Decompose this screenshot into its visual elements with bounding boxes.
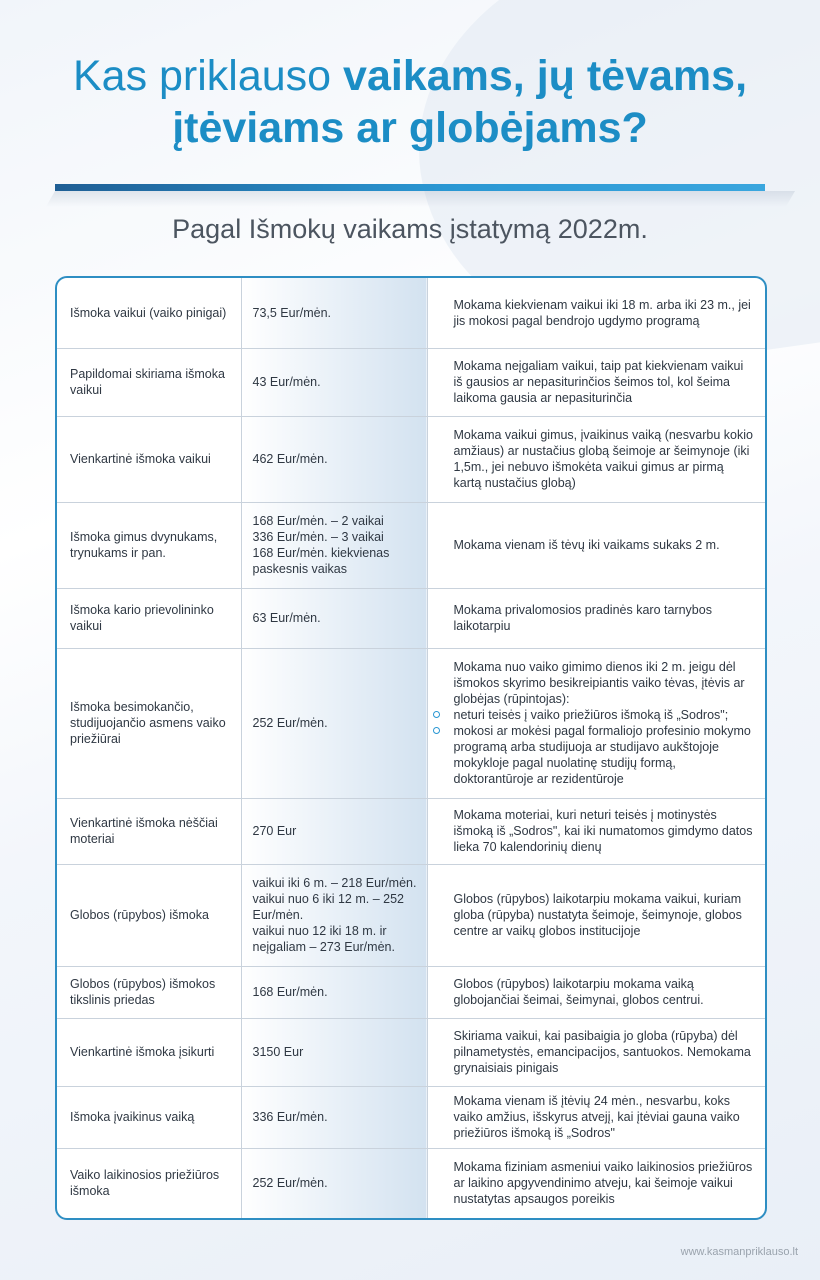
benefit-description: Mokama fiziniam asmeniui vaiko laikinosios priežiūros ar laikino apgyvendinimo atveju, kai šeimoje vaikui nustatytas apsaugos poreikis xyxy=(453,1160,753,1207)
table-row xyxy=(57,648,765,798)
amount-line: vaikui nuo 12 iki 18 m. ir neįgaliam – 273 Eur/mėn. xyxy=(252,924,395,954)
table-row xyxy=(57,966,765,1018)
title-part-3: įtėviams ar globėjams? xyxy=(172,104,648,152)
benefit-amount xyxy=(241,864,427,966)
benefit-name: Globos (rūpybos) išmokos tikslinis priedas xyxy=(57,966,241,1018)
amount-line: 168 Eur/mėn. – 2 vaikai xyxy=(252,514,384,528)
amount-line: 168 Eur/mėn. kiekvienas paskesnis vaikas xyxy=(252,546,390,576)
amount-line: 73,5 Eur/mėn. xyxy=(252,305,332,320)
table-row xyxy=(57,416,765,502)
table-row xyxy=(57,588,765,648)
benefit-name: Išmoka kario prievolininko vaikui xyxy=(57,588,241,648)
table-row xyxy=(57,1148,765,1218)
benefit-description: Mokama vienam iš įtėvių 24 mėn., nesvarbu, koks vaiko amžius, išskyrus atvejį, kai įtėviai gauna vaiko priežiūros išmoką iš „Sodros" xyxy=(427,1086,765,1148)
table-row xyxy=(57,1086,765,1148)
benefit-name: Papildomai skiriama išmoka vaikui xyxy=(57,348,241,416)
benefit-amount xyxy=(241,1086,427,1148)
benefit-description: Mokama vienam iš tėvų iki vaikams sukaks 2 m. xyxy=(427,502,765,588)
benefit-description: Mokama privalomosios pradinės karo tarnybos laikotarpiu xyxy=(427,588,765,648)
table-row xyxy=(57,1018,765,1086)
benefit-name: Išmoka įvaikinus vaiką xyxy=(57,1086,241,1148)
benefit-name: Išmoka vaikui (vaiko pinigai) xyxy=(57,278,241,348)
benefit-name: Vienkartinė išmoka vaikui xyxy=(57,416,241,502)
amount-line: 43 Eur/mėn. xyxy=(252,375,321,389)
benefit-amount xyxy=(241,348,427,416)
amount-line: 63 Eur/mėn. xyxy=(252,611,321,625)
amount-line: vaikui iki 6 m. – 218 Eur/mėn. xyxy=(252,876,417,890)
benefit-amount xyxy=(241,1018,427,1086)
benefit-amount xyxy=(241,416,427,502)
subtitle: Pagal Išmokų vaikams įstatymą 2022m. xyxy=(172,214,648,244)
condition-list xyxy=(454,707,754,787)
table-row xyxy=(57,502,765,588)
page-title xyxy=(0,50,820,154)
amount-line: 168 Eur/mėn. xyxy=(252,985,328,999)
table-row xyxy=(57,348,765,416)
amount-line: 3150 Eur xyxy=(252,1045,304,1059)
benefit-description: Mokama kiekvienam vaikui iki 18 m. arba iki 23 m., jei jis mokosi pagal bendrojo ugdymo programą xyxy=(427,278,765,348)
benefit-amount xyxy=(241,648,427,798)
table-row xyxy=(57,278,765,348)
benefit-description: Mokama vaikui gimus, įvaikinus vaiką (nesvarbu kokio amžiaus) ar nustačius globą šeimoje ar šeimynoje (iki 1,5m., jei nebuvo išmokėta vaikui gimus ar pirmą kartą nustačius globą) xyxy=(427,416,765,502)
benefit-description: Mokama neįgaliam vaikui, taip pat kiekvienam vaikui iš gausios ar nepasiturinčios šeimos tol, kol šeima laikoma gausia ar nepasiturinčia xyxy=(427,348,765,416)
benefit-name: Vienkartinė išmoka įsikurti xyxy=(57,1018,241,1086)
table-row xyxy=(57,864,765,966)
condition-item: neturi teisės į vaiko priežiūros išmoką iš „Sodros"; xyxy=(454,707,754,723)
benefit-amount xyxy=(241,588,427,648)
benefits-table xyxy=(57,278,765,1218)
amount-line: 462 Eur/mėn. xyxy=(252,452,328,466)
benefits-table-container xyxy=(55,276,767,1220)
benefit-description xyxy=(427,648,765,798)
benefit-name: Išmoka besimokančio, studijuojančio asmens vaiko priežiūrai xyxy=(57,648,241,798)
benefit-amount xyxy=(241,502,427,588)
amount-line: 270 Eur xyxy=(252,824,297,838)
benefit-description: Mokama moteriai, kuri neturi teisės į motinystės išmoką iš „Sodros", kai iki numatomos gimdymo datos lieka 70 kalendorinių dienų xyxy=(427,798,765,864)
title-rule xyxy=(55,184,765,191)
website-link[interactable]: www.kasmanpriklauso.lt xyxy=(680,1246,798,1258)
benefit-name: Vaiko laikinosios priežiūros išmoka xyxy=(57,1148,241,1218)
benefit-amount xyxy=(241,966,427,1018)
title-part-2: vaikams, jų tėvams, xyxy=(343,52,748,100)
benefit-name: Išmoka gimus dvynukams, trynukams ir pan. xyxy=(57,502,241,588)
condition-item: mokosi ar mokėsi pagal formaliojo profesinio mokymo programą arba studijuoja ar studijavo aukštojoje mokykloje pagal nuolatinę studijų formą, doktorantūroje ar rezidentūroje xyxy=(454,723,754,787)
benefit-amount xyxy=(241,798,427,864)
amount-line: vaikui nuo 6 iki 12 m. – 252 Eur/mėn. xyxy=(252,892,404,922)
benefit-amount xyxy=(241,278,427,348)
table-row xyxy=(57,798,765,864)
title-part-1: Kas priklauso xyxy=(72,52,344,100)
benefit-name: Globos (rūpybos) išmoka xyxy=(57,864,241,966)
benefit-description: Globos (rūpybos) laikotarpiu mokama vaikui, kuriam globa (rūpyba) nustatyta šeimoje, šeimynoje, globos centre ar vaikų globos institucijoje xyxy=(427,864,765,966)
benefit-amount xyxy=(241,1148,427,1218)
amount-line: 336 Eur/mėn. – 3 vaikai xyxy=(252,530,384,544)
benefit-description: Skiriama vaikui, kai pasibaigia jo globa (rūpyba) dėl pilnametystės, emancipacijos, santuokos. Nemokama grynaisiais pinigais xyxy=(427,1018,765,1086)
amount-line: 252 Eur/mėn. xyxy=(252,716,328,730)
description-intro: Mokama nuo vaiko gimimo dienos iki 2 m. jeigu dėl išmokos skyrimo besikreipiantis vaiko tėvas, įtėvis ar globėjas (rūpintojas): xyxy=(453,660,745,706)
amount-line: 252 Eur/mėn. xyxy=(252,1176,328,1191)
amount-line: 336 Eur/mėn. xyxy=(252,1110,328,1124)
title-rule-shadow xyxy=(46,191,795,207)
benefit-description: Globos (rūpybos) laikotarpiu mokama vaiką globojančiai šeimai, šeimynai, globos centrui. xyxy=(427,966,765,1018)
benefit-name: Vienkartinė išmoka nėščiai moteriai xyxy=(57,798,241,864)
